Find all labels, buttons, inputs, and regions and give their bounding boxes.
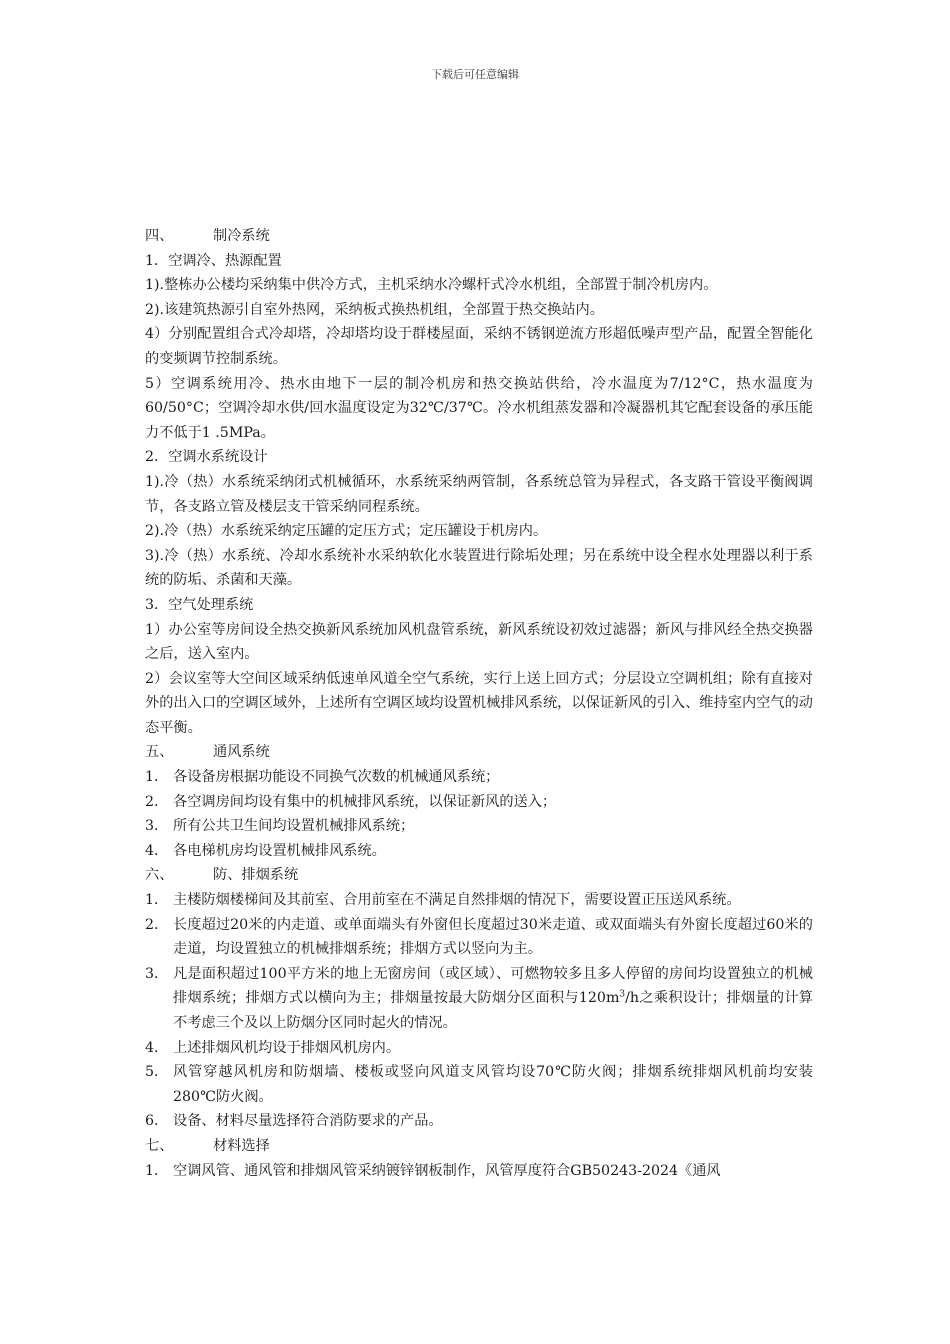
list-item-text: 长度超过20米的内走道、或单面端头有外窗但长度超过30米走道、或双面端头有外窗长度超过60米的走道，均设置独立的机械排烟系统；排烟方式以竖向为主。	[173, 916, 813, 958]
list-item-number: 2．	[145, 916, 169, 933]
paragraph: 3).冷（热）水系统、冷却水系统补水采纳软化水装置进行除垢处理；另在系统中设全程水处理器以利于系统的防垢、杀菌和天藻。	[145, 547, 813, 589]
list-item-number: 1．	[145, 769, 169, 786]
section-number: 五、	[145, 744, 174, 761]
section-number: 四、	[145, 228, 174, 244]
paragraph: 2).该建筑热源引自室外热网，采纳板式换热机组，全部置于热交换站内。	[145, 301, 604, 318]
list-item	[145, 1060, 813, 1109]
list-item	[145, 913, 813, 962]
list-item-text: 各设备房根据功能设不同换气次数的机械通风系统；	[173, 769, 500, 786]
paragraph: 2）会议室等大空间区域采纳低速单风道全空气系统，实行上送上回方式；分层设立空调机组；除有直接对外的出入口的空调区域外，上述所有空调区域均设置机械排风系统，以保证新风的引入、维持室内空气的动态平衡。	[145, 670, 813, 736]
section-title: 通风系统	[213, 744, 270, 761]
list-item-text: 空调风管、通风管和排烟风管采纳镀锌钢板制作，风管厚度符合GB50243-2024《通风	[173, 1162, 721, 1179]
section-number: 六、	[145, 867, 174, 884]
list-item-number: 4．	[145, 1039, 169, 1056]
section-heading-4	[145, 224, 813, 249]
section-number: 七、	[145, 1137, 174, 1154]
section-title: 制冷系统	[213, 228, 270, 244]
paragraph: 5）空调系统用冷、热水由地下一层的制冷机房和热交换站供给，冷水温度为7/12°C，热水温度为60/50°C；空调冷却水供/回水温度设定为32℃/37℃。冷水机组蒸发器和冷凝器机其它配套设备的承压能力不低于1 .5MPa。	[145, 375, 813, 441]
section-title: 材料选择	[213, 1137, 270, 1154]
paragraph: 1).冷（热）水系统采纳闭式机械循环，水系统采纳两管制，各系统总管为异程式，各支路干管设平衡阀调节，各支路立管及楼层支干管采纳同程系统。	[145, 473, 813, 515]
section-heading-6	[145, 863, 813, 888]
list-item-number: 2．	[145, 793, 169, 810]
list-item	[145, 888, 813, 913]
paragraph: 1).整栋办公楼均采纳集中供冷方式，主机采纳水冷螺杆式冷水机组，全部置于制冷机房内。	[145, 277, 718, 294]
list-item	[145, 1159, 813, 1184]
list-item-number: 1．	[145, 892, 169, 909]
section-title: 防、排烟系统	[213, 867, 299, 884]
list-item-number: 4．	[145, 842, 169, 859]
list-item	[145, 839, 813, 864]
document-body	[145, 224, 813, 1183]
list-item	[145, 1036, 813, 1061]
subheading-1: 1．空调冷、热源配置	[145, 252, 282, 269]
list-item-text: 所有公共卫生间均设置机械排风系统；	[173, 818, 415, 835]
list-item	[145, 962, 813, 1036]
section-heading-5	[145, 740, 813, 765]
list-item-number: 3．	[145, 818, 169, 835]
list-item-number: 5．	[145, 1064, 169, 1081]
list-item	[145, 765, 813, 790]
list-item	[145, 1109, 813, 1134]
list-item-text: /h之乘积设计；排烟量的计算不考虑三个及以上防烟分区同时起火的情况。	[173, 990, 813, 1031]
paragraph: 1）办公室等房间设全热交换新风系统加风机盘管系统，新风系统设初效过滤器；新风与排风经全热交换器之后，送入室内。	[145, 621, 813, 663]
paragraph: 4）分别配置组合式冷却塔，冷却塔均设于群楼屋面，采纳不锈钢逆流方形超低噪声型产品，配置全智能化的变频调节控制系统。	[145, 326, 813, 367]
section-heading-7	[145, 1134, 813, 1159]
list-item-number: 1．	[145, 1162, 169, 1179]
subheading-2: 2．空调水系统设计	[145, 449, 268, 466]
list-item	[145, 814, 813, 839]
list-item-text: 上述排烟风机均设于排烟风机房内。	[173, 1039, 401, 1056]
list-item-number: 6．	[145, 1113, 169, 1130]
page-header: 下载后可任意编辑	[431, 68, 519, 81]
list-item-text: 风管穿越风机房和防烟墙、楼板或竖向风道支风管均设70℃防火阀；排烟系统排烟风机前均安装280℃防火阀。	[173, 1064, 813, 1105]
paragraph: 2).冷（热）水系统采纳定压罐的定压方式；定压罐设于机房内。	[145, 523, 548, 540]
subheading-3: 3．空气处理系统	[145, 596, 254, 613]
list-item-text: 各电梯机房均设置机械排风系统。	[173, 842, 386, 859]
list-item-text: 各空调房间均设有集中的机械排风系统，以保证新风的送入；	[173, 793, 557, 810]
list-item	[145, 790, 813, 815]
list-item-text: 主楼防烟楼梯间及其前室、合用前室在不满足自然排烟的情况下，需要设置正压送风系统。	[173, 892, 741, 909]
superscript: 3	[619, 989, 626, 1000]
list-item-number: 3．	[145, 965, 169, 982]
list-item-text: 设备、材料尽量选择符合消防要求的产品。	[173, 1113, 443, 1130]
list-item-text: 凡是面积超过100平方米的地上无窗房间（或区域）、可燃物较多且多人停留的房间均设置独立的机械排烟系统；排烟方式以横向为主；排烟量按最大防烟分区面积与120m	[173, 965, 813, 1007]
